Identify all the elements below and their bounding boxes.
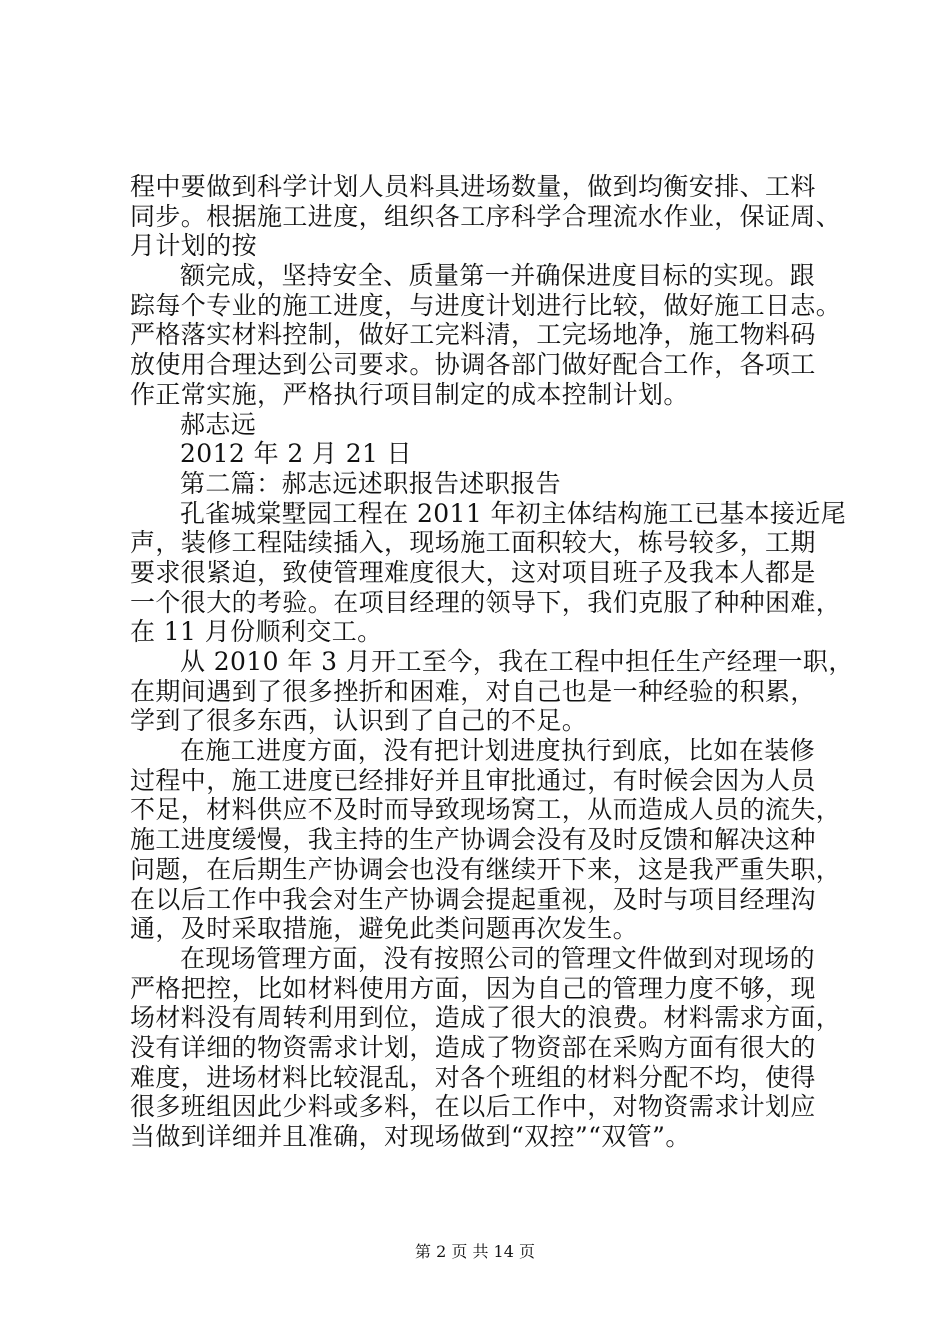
text-line: 作正常实施，严格执行项目制定的成本控制计划。	[130, 379, 689, 409]
text-line: 通，及时采取措施，避免此类问题再次发生。	[130, 914, 639, 944]
text-line: 学到了很多东西，认识到了自己的不足。	[130, 706, 588, 736]
text-line: 不足，材料供应不及时而导致现场窝工，从而造成人员的流失，	[130, 795, 842, 825]
text-line: 当做到详细并且准确，对现场做到“双控”“双管”。	[130, 1122, 691, 1151]
text-line: 郝志远	[180, 409, 257, 439]
text-line: 放使用合理达到公司要求。协调各部门做好配合工作，各项工	[130, 350, 816, 380]
text-line: 严格把控，比如材料使用方面，因为自己的管理力度不够，现	[130, 973, 816, 1003]
text-line: 施工进度缓慢，我主持的生产协调会没有及时反馈和解决这种	[130, 825, 816, 855]
text-line: 在 11 月份顺利交工。	[130, 617, 383, 647]
document-body	[130, 172, 854, 1152]
page-footer: 第 2 页 共 14 页	[415, 1242, 535, 1261]
text-line: 声，装修工程陆续插入，现场施工面积较大，栋号较多，工期	[130, 528, 816, 558]
text-line: 严格落实材料控制，做好工完料清，工完场地净，施工物料码	[130, 320, 816, 350]
text-line: 在以后工作中我会对生产协调会提起重视，及时与项目经理沟	[130, 884, 816, 914]
text-line: 场材料没有周转利用到位，造成了很大的浪费。材料需求方面，	[130, 1003, 842, 1033]
text-line: 踪每个专业的施工进度，与进度计划进行比较，做好施工日志。	[130, 290, 842, 320]
text-line: 一个很大的考验。在项目经理的领导下，我们克服了种种困难，	[130, 587, 842, 617]
text-line: 第二篇：郝志远述职报告述职报告	[180, 468, 562, 498]
text-line: 2012 年 2 月 21 日	[180, 439, 413, 469]
text-line: 月计划的按	[130, 231, 258, 261]
text-line: 在施工进度方面，没有把计划进度执行到底，比如在装修	[180, 736, 816, 766]
text-line: 没有详细的物资需求计划，造成了物资部在采购方面有很大的	[130, 1032, 816, 1062]
text-line: 很多班组因此少料或多料，在以后工作中，对物资需求计划应	[130, 1092, 816, 1122]
text-line: 过程中，施工进度已经排好并且审批通过，有时候会因为人员	[130, 765, 816, 795]
text-line: 从 2010 年 3 月开工至今，我在工程中担任生产经理一职，	[180, 647, 854, 676]
text-line: 程中要做到科学计划人员料具进场数量，做到均衡安排、工料	[130, 172, 816, 201]
text-line: 难度，进场材料比较混乱，对各个班组的材料分配不均，使得	[130, 1062, 816, 1092]
text-line: 额完成，坚持安全、质量第一并确保进度目标的实现。跟	[180, 261, 816, 291]
text-line: 孔雀城棠墅园工程在 2011 年初主体结构施工已基本接近尾	[180, 498, 847, 528]
text-line: 同步。根据施工进度，组织各工序科学合理流水作业，保证周、	[130, 201, 842, 231]
text-line: 在现场管理方面，没有按照公司的管理文件做到对现场的	[180, 943, 816, 973]
text-line: 问题，在后期生产协调会也没有继续开下来，这是我严重失职，	[130, 854, 842, 884]
text-line: 要求很紧迫，致使管理难度很大，这对项目班子及我本人都是	[130, 557, 816, 587]
text-line: 在期间遇到了很多挫折和困难，对自己也是一种经验的积累，	[130, 676, 816, 706]
